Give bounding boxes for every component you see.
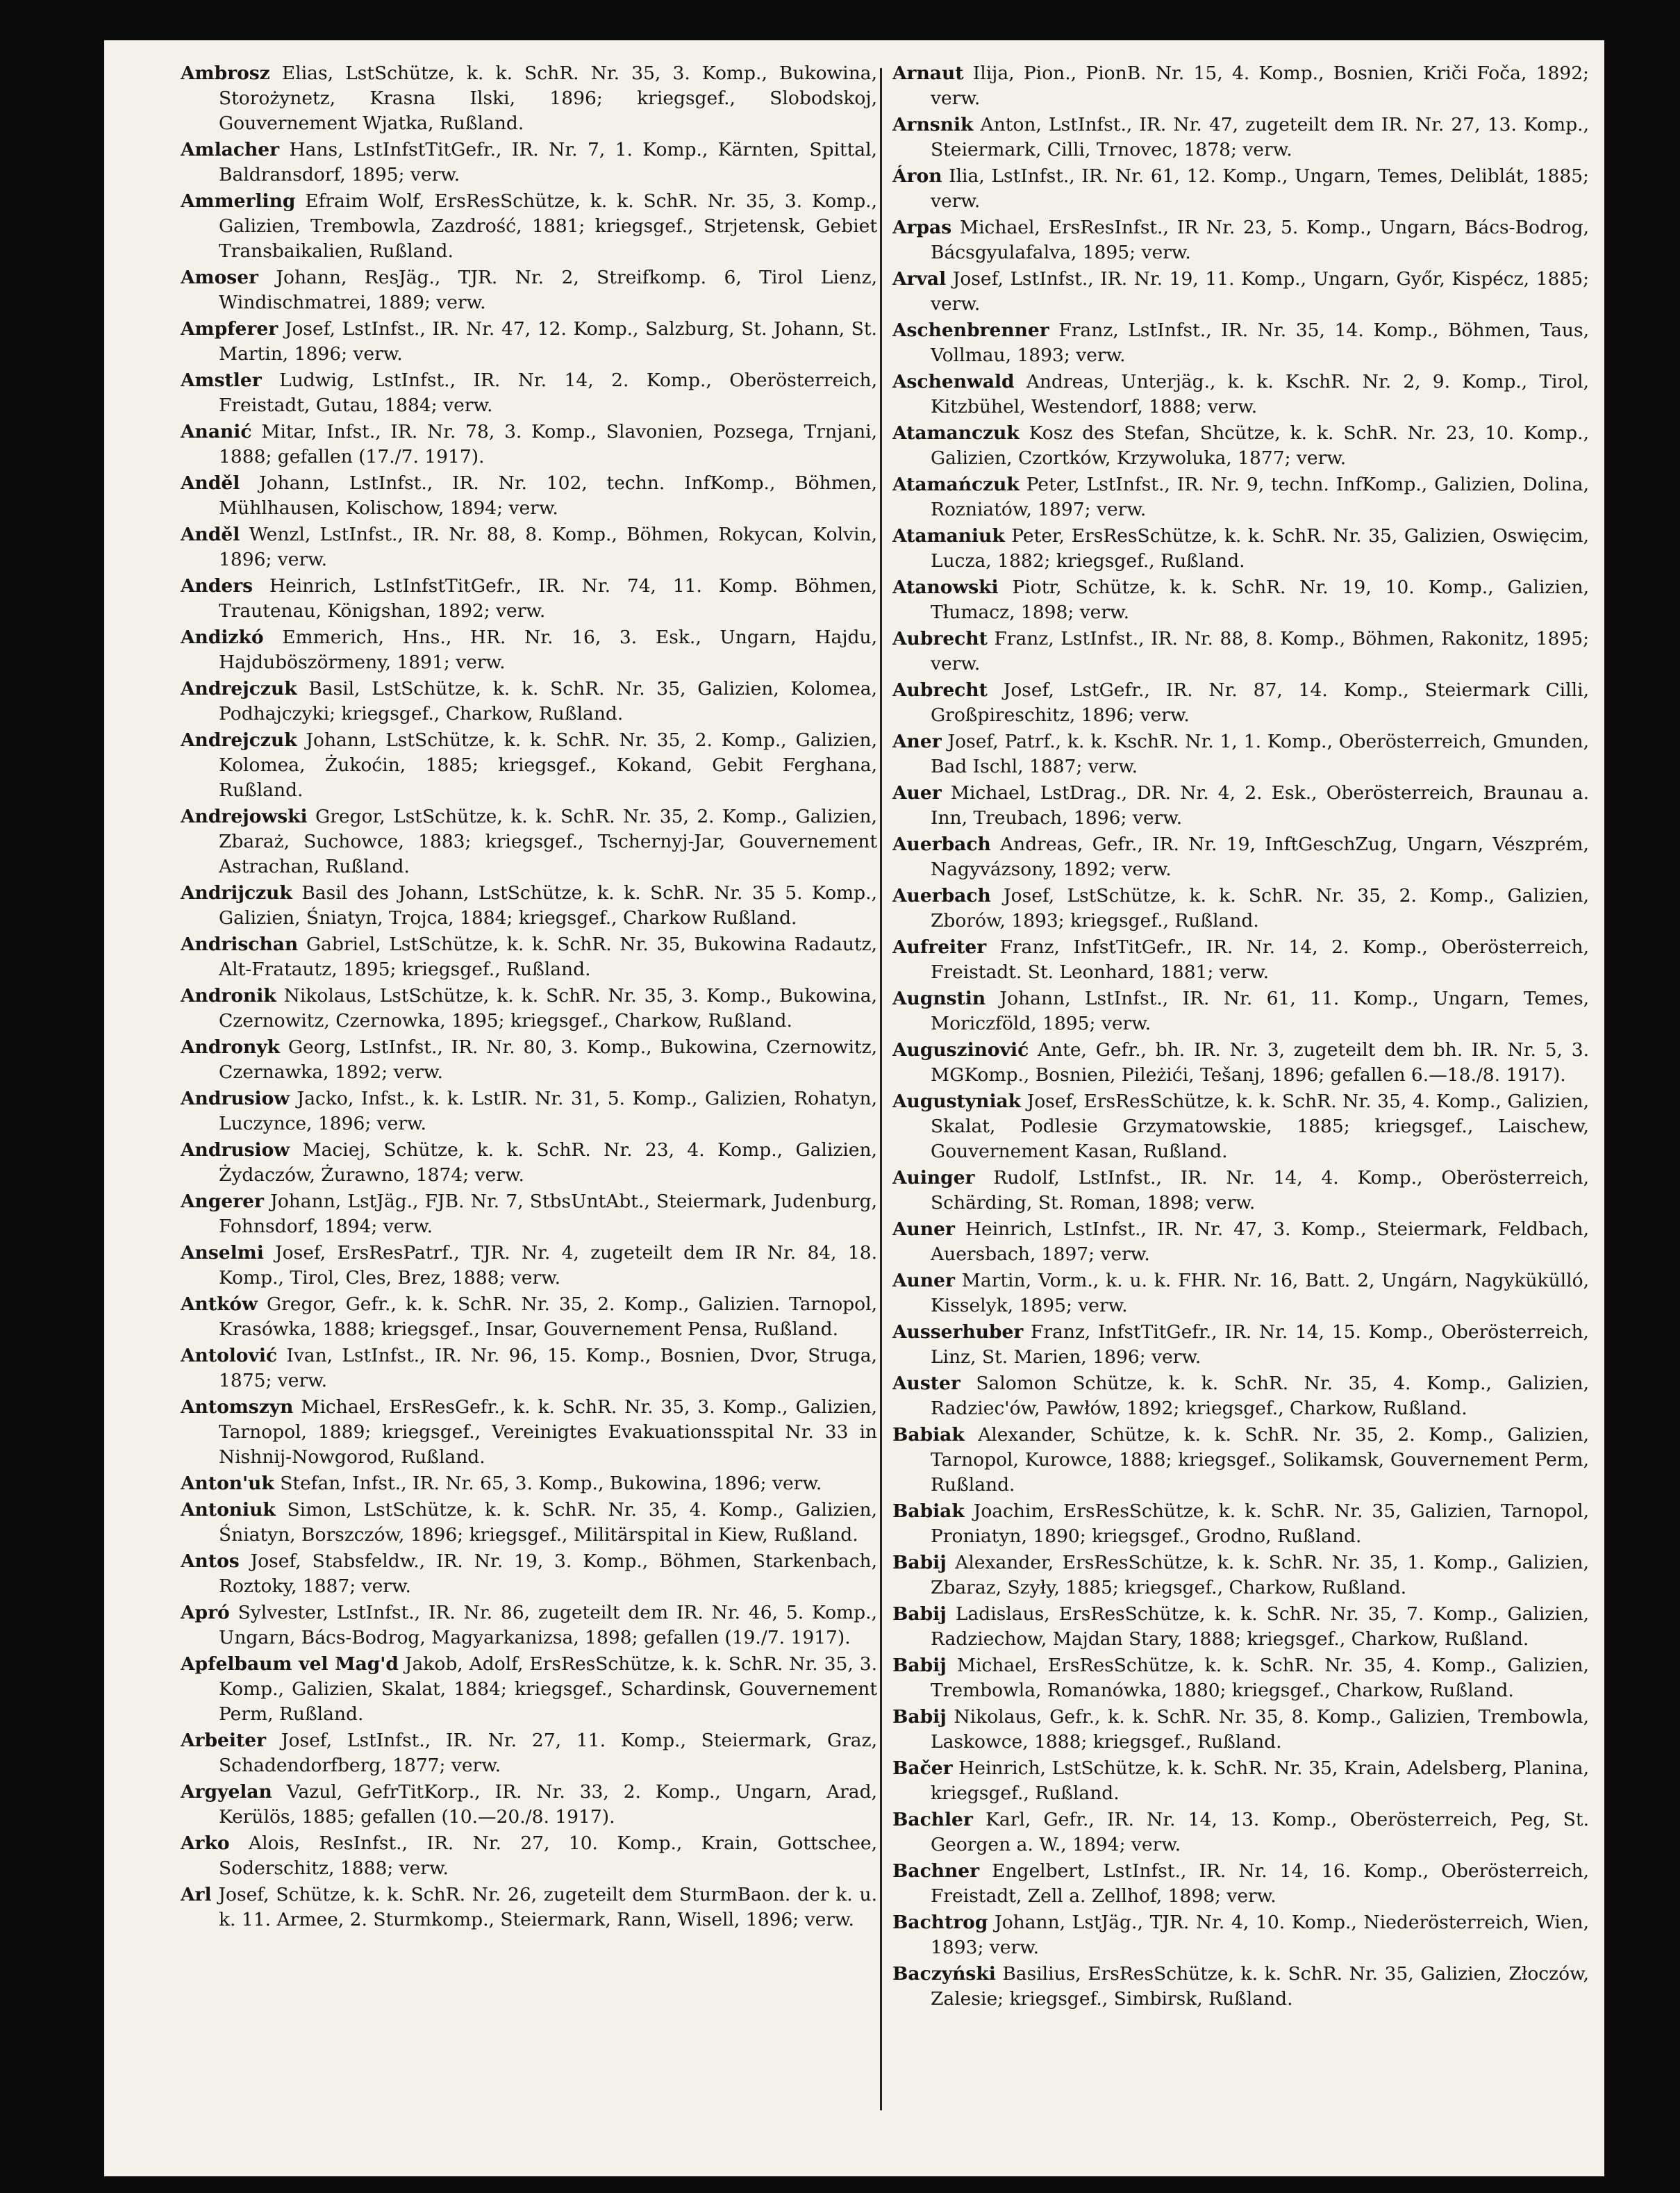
entry-surname: Arko bbox=[181, 1832, 230, 1854]
register-entry bbox=[181, 1241, 877, 1291]
entry-details: Alexander, ErsResSchütze, k. k. SchR. Nr. 35, 1. Komp., Galizien, Zbaraz, Szyły, 1885; kriegsgef., Charkow, Rußland. bbox=[931, 1552, 1589, 1598]
entry-surname: Arnaut bbox=[892, 63, 964, 84]
entry-surname: Anděl bbox=[181, 472, 240, 494]
entry-details: Maciej, Schütze, k. k. SchR. Nr. 23, 4. Komp., Galizien, Żydaczów, Żurawno, 1874; verw. bbox=[219, 1139, 877, 1186]
entry-surname: Babij bbox=[892, 1706, 947, 1728]
entry-surname: Bachner bbox=[892, 1860, 980, 1882]
entry-surname: Atanowski bbox=[892, 577, 999, 598]
register-entry bbox=[181, 1035, 877, 1085]
register-entry bbox=[181, 625, 877, 675]
register-entry bbox=[181, 368, 877, 418]
entry-surname: Andronik bbox=[181, 985, 276, 1007]
left-column bbox=[181, 61, 877, 1934]
register-entry bbox=[892, 729, 1589, 779]
entry-surname: Anselmi bbox=[181, 1242, 264, 1264]
entry-details: Elias, LstSchütze, k. k. SchR. Nr. 35, 3. Komp., Bukowina, Storożynetz, Krasna Ilski, 1896; kriegsgef., Slobodskoj, Gouvernement Wjatka, Rußland. bbox=[219, 63, 877, 134]
entry-surname: Ausserhuber bbox=[892, 1321, 1024, 1343]
register-entry bbox=[892, 1653, 1589, 1703]
entry-surname: Ananić bbox=[181, 421, 252, 442]
register-entry bbox=[892, 1268, 1589, 1318]
entry-details: Jacko, Infst., k. k. LstIR. Nr. 31, 5. Komp., Galizien, Rohatyn, Luczynce, 1896; verw. bbox=[219, 1088, 877, 1134]
entry-surname: Antków bbox=[181, 1293, 258, 1315]
register-entry bbox=[892, 1859, 1589, 1909]
entry-details: Josef, Schütze, k. k. SchR. Nr. 26, zugeteilt dem SturmBaon. der k. u. k. 11. Armee, 2. Sturmkomp., Steiermark, Rann, Wisell, 1896; verw. bbox=[211, 1884, 877, 1930]
entry-surname: Anders bbox=[181, 575, 253, 597]
register-entry bbox=[892, 318, 1589, 368]
entry-surname: Atamanczuk bbox=[892, 422, 1020, 444]
entry-surname: Amlacher bbox=[181, 139, 280, 160]
register-entry bbox=[892, 1962, 1589, 2012]
entry-details: Wenzl, LstInfst., IR. Nr. 88, 8. Komp., Böhmen, Rokycan, Kolvin, 1896; verw. bbox=[219, 524, 877, 570]
register-entry bbox=[181, 189, 877, 264]
register-entry bbox=[892, 1423, 1589, 1498]
entry-details: Peter, LstInfst., IR. Nr. 9, techn. InfKomp., Galizien, Dolina, Rozniatów, 1897; verw. bbox=[931, 474, 1589, 520]
entry-details: Josef, LstInfst., IR. Nr. 19, 11. Komp., Ungarn, Győr, Kispécz, 1885; verw. bbox=[931, 268, 1589, 315]
register-entry bbox=[181, 1600, 877, 1650]
entry-details: Ludwig, LstInfst., IR. Nr. 14, 2. Komp., Oberösterreich, Freistadt, Gutau, 1884; verw. bbox=[219, 370, 877, 416]
entry-details: Nikolaus, LstSchütze, k. k. SchR. Nr. 35, 3. Komp., Bukowina, Czernowitz, Czernowka, 1895; kriegsgef., Charkow, Rußland. bbox=[219, 985, 877, 1032]
entry-surname: Bačer bbox=[892, 1757, 953, 1779]
entry-details: Gregor, Gefr., k. k. SchR. Nr. 35, 2. Komp., Galizien. Tarnopol, Krasówka, 1888; kriegsgef., Insar, Gouvernement Pensa, Rußland. bbox=[219, 1293, 877, 1340]
entry-surname: Aschenwald bbox=[892, 371, 1015, 392]
register-entry bbox=[892, 1320, 1589, 1370]
entry-surname: Aubrecht bbox=[892, 628, 988, 649]
register-entry bbox=[181, 881, 877, 931]
entry-details: Gabriel, LstSchütze, k. k. SchR. Nr. 35, Bukowina Radautz, Alt-Fratautz, 1895; kriegsgef., Rußland. bbox=[219, 934, 877, 980]
register-entry bbox=[892, 884, 1589, 934]
entry-surname: Aner bbox=[892, 731, 942, 752]
entry-details: Vazul, GefrTitKorp., IR. Nr. 33, 2. Komp., Ungarn, Arad, Kerülös, 1885; gefallen (10.—20./8. 1917). bbox=[219, 1781, 877, 1828]
entry-surname: Babij bbox=[892, 1655, 947, 1676]
register-entry bbox=[181, 1831, 877, 1881]
entry-surname: Angerer bbox=[181, 1191, 265, 1212]
entry-details: Karl, Gefr., IR. Nr. 14, 13. Komp., Oberösterreich, Peg, St. Georgen a. W., 1894; verw. bbox=[931, 1809, 1589, 1855]
register-entry bbox=[892, 986, 1589, 1036]
entry-details: Josef, Patrf., k. k. KschR. Nr. 1, 1. Komp., Oberösterreich, Gmunden, Bad Ischl, 1887; verw. bbox=[931, 731, 1589, 777]
register-entry bbox=[181, 522, 877, 572]
register-entry bbox=[892, 1371, 1589, 1421]
entry-surname: Aufreiter bbox=[892, 936, 987, 958]
register-entry bbox=[892, 472, 1589, 522]
register-entry bbox=[892, 267, 1589, 317]
register-entry bbox=[892, 1756, 1589, 1806]
register-entry bbox=[892, 1166, 1589, 1216]
entry-details: Ilia, LstInfst., IR. Nr. 61, 12. Komp., Ungarn, Temes, Deliblát, 1885; verw. bbox=[931, 165, 1589, 212]
register-entry bbox=[892, 524, 1589, 574]
entry-details: Alois, ResInfst., IR. Nr. 27, 10. Komp., Krain, Gottschee, Soderschitz, 1888; verw. bbox=[219, 1832, 877, 1879]
register-entry bbox=[181, 1138, 877, 1188]
entry-details: Stefan, Infst., IR. Nr. 65, 3. Komp., Bukowina, 1896; verw. bbox=[274, 1473, 822, 1494]
entry-details: Gregor, LstSchütze, k. k. SchR. Nr. 35, 2. Komp., Galizien, Zbaraż, Suchowce, 1883; kriegsgef., Tschernyj-Jar, Gouvernement Astrachan, Rußland. bbox=[219, 806, 877, 877]
entry-details: Josef, LstInfst., IR. Nr. 27, 11. Komp., Steiermark, Graz, Schadendorfberg, 1877; verw. bbox=[219, 1730, 877, 1776]
entry-details: Nikolaus, Gefr., k. k. SchR. Nr. 35, 8. Komp., Galizien, Trembowla, Laskowce, 1888; kriegsgef., Rußland. bbox=[931, 1706, 1589, 1753]
register-entry bbox=[181, 61, 877, 136]
entry-surname: Auerbach bbox=[892, 885, 991, 907]
entry-details: Engelbert, LstInfst., IR. Nr. 14, 16. Komp., Oberösterreich, Freistadt, Zell a. Zellhof, 1898; verw. bbox=[931, 1860, 1589, 1907]
entry-details: Josef, LstSchütze, k. k. SchR. Nr. 35, 2. Komp., Galizien, Zborów, 1893; kriegsgef., Rußland. bbox=[931, 885, 1589, 932]
entry-surname: Ambrosz bbox=[181, 63, 270, 84]
entry-surname: Atamańczuk bbox=[892, 474, 1020, 495]
register-entry bbox=[892, 1807, 1589, 1857]
entry-details: Rudolf, LstInfst., IR. Nr. 14, 4. Komp., Oberösterreich, Schärding, St. Roman, 1898; verw. bbox=[931, 1167, 1589, 1214]
entry-surname: Anton'uk bbox=[181, 1473, 274, 1494]
register-entry bbox=[181, 1189, 877, 1239]
entry-surname: Arl bbox=[181, 1884, 212, 1905]
entry-details: Basil, LstSchütze, k. k. SchR. Nr. 35, Galizien, Kolomea, Podhajczyki; kriegsgef., Charkow, Rußland. bbox=[219, 678, 877, 725]
register-entry bbox=[892, 935, 1589, 985]
entry-details: Heinrich, LstInfst., IR. Nr. 47, 3. Komp., Steiermark, Feldbach, Auersbach, 1897; verw. bbox=[931, 1218, 1589, 1265]
entry-details: Basilius, ErsResSchütze, k. k. SchR. Nr. 35, Galizien, Złoczów, Zalesie; kriegsgef., Simbirsk, Rußland. bbox=[931, 1963, 1589, 2010]
entry-details: Mitar, Infst., IR. Nr. 78, 3. Komp., Slavonien, Pozsega, Trnjani, 1888; gefallen (17./7. 1917). bbox=[219, 421, 877, 467]
entry-details: Simon, LstSchütze, k. k. SchR. Nr. 35, 4. Komp., Galizien, Śniatyn, Borszczów, 1896; kriegsgef., Militärspital in Kiew, Rußland. bbox=[219, 1499, 877, 1546]
entry-surname: Arval bbox=[892, 268, 947, 290]
entry-surname: Babij bbox=[892, 1552, 947, 1573]
entry-surname: Áron bbox=[892, 165, 942, 187]
entry-surname: Andrejczuk bbox=[181, 678, 297, 700]
entry-details: Johann, LstInfst., IR. Nr. 102, techn. InfKomp., Böhmen, Mühlhausen, Kolischow, 1894; verw. bbox=[219, 472, 877, 519]
entry-details: Anton, LstInfst., IR. Nr. 47, zugeteilt dem IR. Nr. 27, 13. Komp., Steiermark, Cilli, Trnovec, 1878; verw. bbox=[931, 114, 1589, 160]
entry-details: Josef, LstInfst., IR. Nr. 47, 12. Komp., Salzburg, St. Johann, St. Martin, 1896; verw. bbox=[219, 318, 877, 365]
register-entry bbox=[181, 804, 877, 879]
entry-surname: Argyelan bbox=[181, 1781, 272, 1803]
register-entry bbox=[892, 370, 1589, 420]
entry-details: Ivan, LstInfst., IR. Nr. 96, 15. Komp., Bosnien, Dvor, Struga, 1875; verw. bbox=[219, 1345, 877, 1391]
entry-surname: Augustyniak bbox=[892, 1091, 1022, 1112]
entry-surname: Amstler bbox=[181, 370, 262, 391]
entry-surname: Apró bbox=[181, 1602, 230, 1623]
register-entry bbox=[892, 113, 1589, 163]
register-entry bbox=[892, 421, 1589, 471]
register-entry bbox=[181, 1343, 877, 1393]
register-entry bbox=[181, 1498, 877, 1548]
column-divider bbox=[880, 68, 882, 2110]
register-entry bbox=[181, 1471, 877, 1496]
entry-details: Hans, LstInfstTitGefr., IR. Nr. 7, 1. Komp., Kärnten, Spittal, Baldransdorf, 1895; verw. bbox=[219, 139, 877, 185]
entry-details: Efraim Wolf, ErsResSchütze, k. k. SchR. Nr. 35, 3. Komp., Galizien, Trembowla, Zazdrość, 1881; kriegsgef., Strjetensk, Gebiet Transbaikalien, Rußland. bbox=[219, 190, 877, 262]
entry-details: Alexander, Schütze, k. k. SchR. Nr. 35, 2. Komp., Galizien, Tarnopol, Kurowce, 1888; kriegsgef., Solikamsk, Gouvernement Perm, Rußland. bbox=[931, 1424, 1589, 1496]
register-entry bbox=[181, 1292, 877, 1342]
entry-details: Jakob, Adolf, ErsResSchütze, k. k. SchR. Nr. 35, 3. Komp., Galizien, Skalat, 1884; kriegsgef., Schardinsk, Gouvernement Perm, Rußland. bbox=[219, 1653, 877, 1725]
entry-surname: Bachler bbox=[892, 1809, 973, 1830]
register-entry bbox=[892, 1910, 1589, 1960]
entry-details: Georg, LstInfst., IR. Nr. 80, 3. Komp., Bukowina, Czernowitz, Czernawka, 1892; verw. bbox=[219, 1036, 877, 1083]
entry-details: Emmerich, Hns., HR. Nr. 16, 3. Esk., Ungarn, Hajdu, Hajduböszörmeny, 1891; verw. bbox=[219, 627, 877, 673]
register-entry bbox=[892, 678, 1589, 728]
entry-details: Michael, ErsResSchütze, k. k. SchR. Nr. 35, 4. Komp., Galizien, Trembowla, Romanówka, 1880; kriegsgef., Charkow, Rußland. bbox=[931, 1655, 1589, 1701]
entry-surname: Antoniuk bbox=[181, 1499, 276, 1521]
entry-details: Ante, Gefr., bh. IR. Nr. 3, zugeteilt dem bh. IR. Nr. 5, 3. MGKomp., Bosnien, Pileżići, Tešanj, 1896; gefallen 6.—18./8. 1917). bbox=[931, 1039, 1589, 1086]
entry-details: Sylvester, LstInfst., IR. Nr. 86, zugeteilt dem IR. Nr. 46, 5. Komp., Ungarn, Bács-Bodrog, Magyarkanizsa, 1898; gefallen (19./7. 1917). bbox=[219, 1602, 877, 1648]
entry-surname: Antos bbox=[181, 1550, 240, 1572]
register-entry bbox=[892, 1602, 1589, 1652]
entry-surname: Baczyński bbox=[892, 1963, 996, 1985]
entry-details: Basil des Johann, LstSchütze, k. k. SchR. Nr. 35 5. Komp., Galizien, Śniatyn, Trojca, 1884; kriegsgef., Charkow Rußland. bbox=[219, 882, 877, 929]
entry-surname: Apfelbaum vel Mag'd bbox=[181, 1653, 399, 1675]
entry-details: Ilija, Pion., PionB. Nr. 15, 4. Komp., Bosnien, Kriči Foča, 1892; verw. bbox=[931, 63, 1589, 109]
entry-surname: Andrejczuk bbox=[181, 729, 297, 751]
entry-surname: Auinger bbox=[892, 1167, 975, 1189]
entry-surname: Auner bbox=[892, 1218, 955, 1240]
register-entry bbox=[181, 677, 877, 727]
register-entry bbox=[181, 932, 877, 982]
entry-details: Josef, Stabsfeldw., IR. Nr. 19, 3. Komp., Böhmen, Starkenbach, Roztoky, 1887; verw. bbox=[219, 1550, 877, 1597]
entry-surname: Andrusiow bbox=[181, 1139, 290, 1161]
entry-details: Heinrich, LstSchütze, k. k. SchR. Nr. 35, Krain, Adelsberg, Planina, kriegsgef., Rußland. bbox=[931, 1757, 1589, 1804]
register-entry bbox=[181, 1882, 877, 1933]
entry-surname: Arpas bbox=[892, 217, 952, 238]
entry-surname: Andronyk bbox=[181, 1036, 281, 1058]
right-column bbox=[892, 61, 1589, 2013]
entry-details: Joachim, ErsResSchütze, k. k. SchR. Nr. 35, Galizien, Tarnopol, Proniatyn, 1890; kriegsgef., Grodno, Rußland. bbox=[931, 1500, 1589, 1547]
entry-surname: Aubrecht bbox=[892, 679, 988, 701]
entry-surname: Anděl bbox=[181, 524, 240, 545]
register-entry bbox=[181, 420, 877, 470]
entry-surname: Babij bbox=[892, 1603, 947, 1625]
entry-surname: Atamaniuk bbox=[892, 525, 1005, 547]
entry-details: Michael, ErsResGefr., k. k. SchR. Nr. 35, 3. Komp., Galizien, Tarnopol, 1889; kriegsgef., Vereinigtes Evakuationsspital Nr. 33 in Nishnij-Nowgorod, Rußland. bbox=[219, 1396, 877, 1468]
entry-details: Peter, ErsResSchütze, k. k. SchR. Nr. 35, Galizien, Oswięcim, Lucza, 1882; kriegsgef., Rußland. bbox=[931, 525, 1589, 572]
register-entry bbox=[181, 471, 877, 521]
entry-details: Franz, InfstTitGefr., IR. Nr. 14, 2. Komp., Oberösterreich, Freistadt. St. Leonhard, 1881; verw. bbox=[931, 936, 1589, 983]
register-entry bbox=[892, 1217, 1589, 1267]
register-entry bbox=[892, 627, 1589, 677]
register-entry bbox=[892, 1705, 1589, 1755]
register-entry bbox=[181, 984, 877, 1034]
entry-details: Johann, LstJäg., FJB. Nr. 7, StbsUntAbt., Steiermark, Judenburg, Fohnsdorf, 1894; verw. bbox=[219, 1191, 877, 1237]
register-entry bbox=[892, 832, 1589, 882]
entry-surname: Ampferer bbox=[181, 318, 278, 340]
document-page bbox=[104, 40, 1604, 2176]
entry-surname: Antolović bbox=[181, 1345, 278, 1366]
entry-surname: Auster bbox=[892, 1373, 960, 1394]
entry-surname: Auner bbox=[892, 1270, 955, 1291]
entry-surname: Antomszyn bbox=[181, 1396, 294, 1418]
entry-details: Johann, LstInfst., IR. Nr. 61, 11. Komp., Ungarn, Temes, Moriczföld, 1895; verw. bbox=[931, 988, 1589, 1034]
entry-details: Andreas, Gefr., IR. Nr. 19, InftGeschZug, Ungarn, Vészprém, Nagyvázsony, 1892; verw. bbox=[931, 834, 1589, 880]
entry-details: Johann, LstSchütze, k. k. SchR. Nr. 35, 2. Komp., Galizien, Kolomea, Żukoćin, 1885; kriegsgef., Kokand, Gebit Ferghana, Rußland. bbox=[219, 729, 877, 801]
register-entry bbox=[892, 164, 1589, 214]
entry-details: Josef, ErsResSchütze, k. k. SchR. Nr. 35, 4. Komp., Galizien, Skalat, Podlesie Grzymatowskie, 1885; kriegsgef., Laischew, Gouvernement Kasan, Rußland. bbox=[931, 1091, 1589, 1162]
register-entry bbox=[181, 317, 877, 367]
entry-surname: Ammerling bbox=[181, 190, 296, 212]
register-entry bbox=[181, 1652, 877, 1727]
register-entry bbox=[181, 1395, 877, 1470]
register-entry bbox=[181, 1728, 877, 1778]
entry-surname: Arbeiter bbox=[181, 1730, 267, 1751]
entry-details: Franz, LstInfst., IR. Nr. 88, 8. Komp., Böhmen, Rakonitz, 1895; verw. bbox=[931, 628, 1589, 675]
register-entry bbox=[181, 138, 877, 188]
entry-surname: Babiak bbox=[892, 1424, 965, 1446]
entry-details: Kosz des Stefan, Shcütze, k. k. SchR. Nr. 23, 10. Komp., Galizien, Czortków, Krzywoluka, 1877; verw. bbox=[931, 422, 1589, 469]
entry-surname: Andrusiow bbox=[181, 1088, 290, 1109]
register-entry bbox=[892, 1550, 1589, 1600]
register-entry bbox=[892, 215, 1589, 265]
register-entry bbox=[892, 61, 1589, 111]
entry-details: Ladislaus, ErsResSchütze, k. k. SchR. Nr. 35, 7. Komp., Galizien, Radziechow, Majdan Stary, 1888; kriegsgef., Charkow, Rußland. bbox=[931, 1603, 1589, 1650]
register-entry bbox=[181, 574, 877, 624]
register-entry bbox=[892, 781, 1589, 831]
entry-surname: Auguszinović bbox=[892, 1039, 1029, 1061]
entry-surname: Andizkó bbox=[181, 627, 264, 648]
entry-details: Michael, LstDrag., DR. Nr. 4, 2. Esk., Oberösterreich, Braunau a. Inn, Treubach, 1896; verw. bbox=[931, 782, 1589, 829]
register-entry bbox=[181, 1549, 877, 1599]
entry-surname: Babiak bbox=[892, 1500, 965, 1522]
register-entry bbox=[181, 728, 877, 803]
entry-surname: Aschenbrenner bbox=[892, 320, 1049, 341]
entry-surname: Augnstin bbox=[892, 988, 986, 1009]
entry-surname: Arnsnik bbox=[892, 114, 974, 135]
register-entry bbox=[181, 1086, 877, 1136]
entry-surname: Auerbach bbox=[892, 834, 991, 855]
entry-details: Salomon Schütze, k. k. SchR. Nr. 35, 4. Komp., Galizien, Radziec'ów, Pawłów, 1892; kriegsgef., Charkow, Rußland. bbox=[931, 1373, 1589, 1419]
entry-details: Franz, InfstTitGefr., IR. Nr. 14, 15. Komp., Oberösterreich, Linz, St. Marien, 1896; verw. bbox=[931, 1321, 1589, 1368]
entry-surname: Andrejowski bbox=[181, 806, 308, 827]
register-entry bbox=[892, 1089, 1589, 1164]
register-entry bbox=[892, 575, 1589, 625]
entry-details: Heinrich, LstInfstTitGefr., IR. Nr. 74, 11. Komp. Böhmen, Trautenau, Königshan, 1892; verw. bbox=[219, 575, 877, 622]
entry-surname: Andrijczuk bbox=[181, 882, 292, 904]
entry-details: Franz, LstInfst., IR. Nr. 35, 14. Komp., Böhmen, Taus, Vollmau, 1893; verw. bbox=[931, 320, 1589, 366]
entry-details: Martin, Vorm., k. u. k. FHR. Nr. 16, Batt. 2, Ungárn, Nagykükülló, Kisselyk, 1895; verw. bbox=[931, 1270, 1589, 1316]
register-entry bbox=[892, 1038, 1589, 1088]
entry-details: Johann, ResJäg., TJR. Nr. 2, Streifkomp. 6, Tirol Lienz, Windischmatrei, 1889; verw. bbox=[219, 267, 877, 313]
register-entry bbox=[892, 1499, 1589, 1549]
entry-surname: Andrischan bbox=[181, 934, 299, 955]
entry-surname: Auer bbox=[892, 782, 942, 804]
entry-details: Josef, LstGefr., IR. Nr. 87, 14. Komp., Steiermark Cilli, Großpireschitz, 1896; verw. bbox=[931, 679, 1589, 726]
register-entry bbox=[181, 265, 877, 315]
entry-details: Piotr, Schütze, k. k. SchR. Nr. 19, 10. Komp., Galizien, Tłumacz, 1898; verw. bbox=[931, 577, 1589, 623]
entry-details: Johann, LstJäg., TJR. Nr. 4, 10. Komp., Niederösterreich, Wien, 1893; verw. bbox=[931, 1912, 1589, 1958]
entry-details: Michael, ErsResInfst., IR Nr. 23, 5. Komp., Ungarn, Bács-Bodrog, Bácsgyulafalva, 1895; verw. bbox=[931, 217, 1589, 263]
register-entry bbox=[181, 1780, 877, 1830]
entry-surname: Bachtrog bbox=[892, 1912, 988, 1933]
entry-details: Josef, ErsResPatrf., TJR. Nr. 4, zugeteilt dem IR Nr. 84, 18. Komp., Tirol, Cles, Brez, 1888; verw. bbox=[219, 1242, 877, 1289]
entry-surname: Amoser bbox=[181, 267, 259, 288]
entry-details: Andreas, Unterjäg., k. k. KschR. Nr. 2, 9. Komp., Tirol, Kitzbühel, Westendorf, 1888; verw. bbox=[931, 371, 1589, 417]
